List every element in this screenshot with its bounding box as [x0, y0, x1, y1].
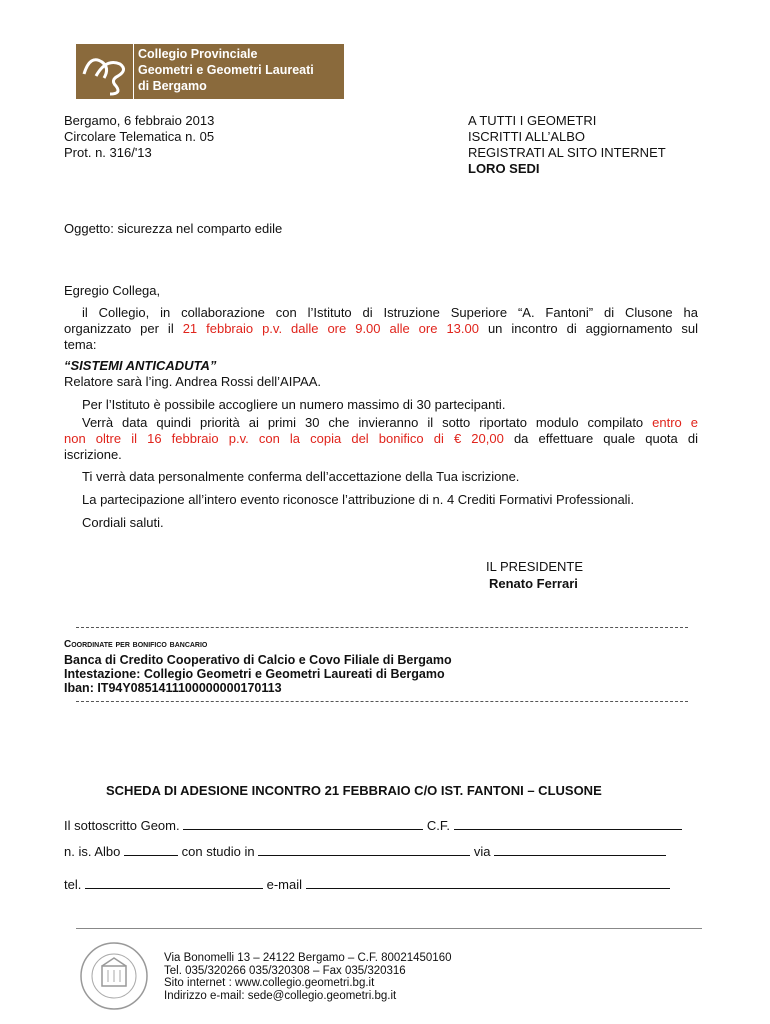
org-name-line3: di Bergamo — [138, 79, 207, 93]
speaker-line: Relatore sarà l’ing. Andrea Rossi dell’AIPAA. — [64, 374, 321, 389]
footer-phone: Tel. 035/320266 035/320308 – Fax 035/320316 — [164, 964, 406, 977]
label-studio: con studio in — [181, 844, 255, 859]
body-p1-line2 — [64, 321, 698, 337]
label-sottoscritto: Il sottoscritto Geom. — [64, 818, 180, 833]
seal-icon — [72, 940, 156, 1012]
place-date: Bergamo, 6 febbraio 2013 — [64, 113, 215, 128]
subject-line: Oggetto: sicurezza nel comparto edile — [64, 221, 283, 236]
footer-rule — [76, 928, 702, 929]
form-row-3 — [64, 876, 670, 893]
footer-address: Via Bonomelli 13 – 24122 Bergamo – C.F. 80021450160 — [164, 952, 452, 964]
footer-contacts — [164, 952, 452, 1002]
body-p3-line3: iscrizione. — [64, 447, 122, 462]
org-name-line1: Collegio Provinciale — [138, 47, 258, 61]
body-p3-text: Verrà data quindi priorità ai primi 30 che invieranno il sotto riportato modulo compilato — [82, 415, 653, 430]
signature-name: Renato Ferrari — [489, 576, 578, 591]
circolare-number: Circolare Telematica n. 05 — [64, 129, 215, 144]
event-title: “SISTEMI ANTICADUTA” — [64, 358, 217, 373]
recipient-line2: ISCRITTI ALL’ALBO — [468, 129, 586, 144]
logo-icon — [76, 44, 133, 99]
form-title: SCHEDA DI ADESIONE INCONTRO 21 FEBBRAIO C/O IST. FANTONI – CLUSONE — [106, 783, 602, 798]
label-tel: tel. — [64, 877, 82, 892]
footer-website: Sito internet : www.collegio.geometri.bg.it — [164, 977, 375, 989]
footer-email: Indirizzo e-mail: sede@collegio.geometri.bg.it — [164, 989, 397, 1002]
bank-iban: Iban: IT94Y0851411100000000170113 — [64, 681, 282, 695]
protocol-number: Prot. n. 316/'13 — [64, 145, 152, 160]
org-name — [134, 44, 344, 99]
recipient-line1: A TUTTI I GEOMETRI — [468, 113, 597, 128]
label-cf: C.F. — [426, 818, 450, 833]
deadline-text-start: entro e — [652, 415, 698, 430]
body-p3-line2 — [64, 431, 698, 447]
label-via: via — [473, 844, 491, 859]
body-p4: Ti verrà data personalmente conferma dell’accettazione della Tua iscrizione. — [82, 469, 520, 484]
divider-bottom — [76, 701, 688, 702]
bank-name: Banca di Credito Cooperativo di Calcio e Covo Filiale di Bergamo — [64, 653, 452, 667]
field-email[interactable] — [306, 876, 670, 889]
field-albo[interactable] — [124, 843, 178, 856]
logo-mark — [76, 44, 133, 99]
form-row-2 — [64, 843, 666, 860]
body-p2: Per l’Istituto è possibile accogliere un numero massimo di 30 partecipanti. — [82, 397, 506, 412]
greeting: Egregio Collega, — [64, 283, 161, 298]
body-p1-line3: tema: — [64, 337, 97, 352]
divider-top — [76, 627, 688, 628]
bank-heading: Coordinate per bonifico bancario — [64, 639, 208, 650]
field-name[interactable] — [183, 817, 423, 830]
body-p3-text-end: da effettuare quale quota di — [503, 431, 698, 446]
body-p5: La partecipazione all’intero evento riconosce l’attribuzione di n. 4 Crediti Formativi Professionali. — [82, 492, 635, 507]
field-via[interactable] — [494, 843, 666, 856]
deadline-text: non oltre il 16 febbraio p.v. con la copia del bonifico di € 20,00 — [64, 431, 504, 446]
body-p1-line1: il Collegio, in collaborazione con l’Istituto di Istruzione Superiore “A. Fantoni” di Clusone ha — [82, 305, 698, 320]
closing: Cordiali saluti. — [82, 515, 164, 530]
seal-stamp — [72, 940, 156, 1012]
field-cf[interactable] — [454, 817, 682, 830]
bank-holder: Intestazione: Collegio Geometri e Geometri Laureati di Bergamo — [64, 667, 445, 681]
recipient-line3: REGISTRATI AL SITO INTERNET — [468, 145, 666, 160]
event-date-time: 21 febbraio p.v. dalle ore 9.00 alle ore 13.00 — [182, 321, 479, 336]
signature-role: IL PRESIDENTE — [486, 559, 584, 574]
form-row-1 — [64, 817, 682, 834]
field-studio[interactable] — [258, 843, 470, 856]
body-p1-text-end: un incontro di aggiornamento sul — [478, 321, 698, 336]
label-albo: n. is. Albo — [64, 844, 121, 859]
recipient-line4: LORO SEDI — [468, 161, 540, 176]
body-p1-text: organizzato per il — [64, 321, 183, 336]
label-email: e-mail — [266, 877, 302, 892]
body-p3-line1 — [82, 415, 698, 431]
field-tel[interactable] — [85, 876, 263, 889]
org-name-line2: Geometri e Geometri Laureati — [138, 63, 314, 77]
